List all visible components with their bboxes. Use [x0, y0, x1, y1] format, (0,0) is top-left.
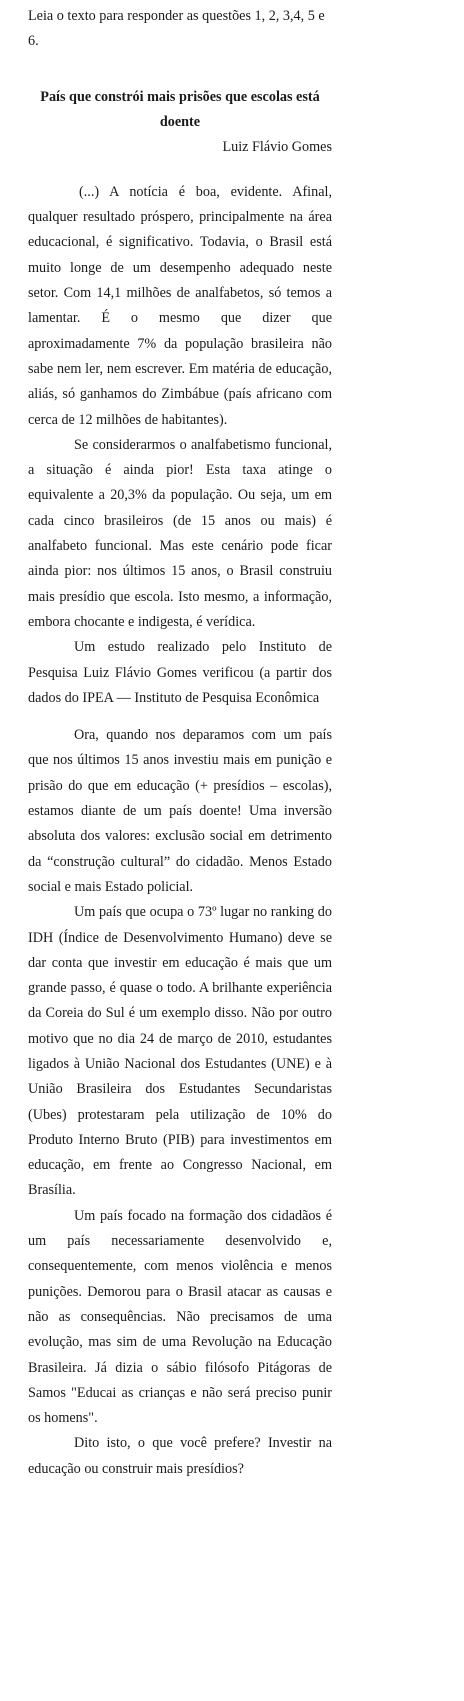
paragraph-5: Um país que ocupa o 73º lugar no ranking do IDH (Índice de Desenvolvimento Humano) deve se dar conta que investir em educação é mais que um grande passo, é quase o todo. A brilhante experiência da Coreia do Sul é um exemplo disso. Não por outro motivo que no dia 24 de março de 2010, estudantes ligados à União Nacional dos Estudantes (UNE) e à União Brasileira dos Estudantes Secundaristas (Ubes) protestaram pela utilização de 10% do Produto Interno Bruto (PIB) para investimentos em educação, em frente ao Congresso Nacional, em Brasília.: [28, 904, 332, 1199]
paragraph-7: Dito isto, o que você prefere? Investir na educação ou construir mais presídios?: [28, 1435, 332, 1477]
paragraph-3: Um estudo realizado pelo Instituto de Pesquisa Luiz Flávio Gomes verificou (a partir dos dados do IPEA — Instituto de Pesquisa Econômica: [28, 639, 332, 706]
paragraph-2: Se considerarmos o analfabetismo funcional, a situação é ainda pior! Esta taxa atinge o equivalente a 20,3% da população. Ou seja, um em cada cinco brasileiros (de 15 anos ou mais) é analfabeto funcional. Mas este cenário pode ficar ainda pior: nos últimos 15 anos, o Brasil construiu mais presídio que escola. Isto mesmo, a informação, embora chocante e indigesta, é verídica.: [28, 436, 332, 630]
paragraph-4: Ora, quando nos deparamos com um país que nos últimos 15 anos investiu mais em punição e prisão do que em educação (+ presídios – escolas), estamos diante de um país doente! Uma inversão absoluta dos valores: exclusão social em detrimento da “construção cultural” do cidadão. Menos Estado social e mais Estado policial.: [28, 727, 332, 895]
instructions-text: Leia o texto para responder as questões 1, 2, 3,4, 5 e 6.: [28, 8, 325, 50]
article-author: Luiz Flávio Gomes: [222, 138, 332, 155]
article-title: País que constrói mais prisões que escolas está doente: [40, 88, 320, 130]
document-page: [28, 4, 332, 1482]
article-body: [28, 180, 332, 1482]
paragraph-6: Um país focado na formação dos cidadãos é um país necessariamente desenvolvido e, consequentemente, com menos violência e menos punições. Demorou para o Brasil atacar as causas e não as consequências. Não precisamos de uma evolução, mas sim de uma Revolução na Educação Brasileira. Já dizia o sábio filósofo Pitágoras de Samos "Educai as crianças e não será preciso punir os homens".: [28, 1207, 332, 1427]
paragraph-1: (...) A notícia é boa, evidente. Afinal, qualquer resultado próspero, principalmente na área educacional, é significativo. Todavia, o Brasil está muito longe de um desempenho adequado neste setor. Com 14,1 milhões de analfabetos, só temos a lamentar. É o mesmo que dizer que aproximadamente 7% da população brasileira não sabe nem ler, nem escrever. Em matéria de educação, aliás, só ganhamos do Zimbábue (país africano com cerca de 12 milhões de habitantes).: [28, 183, 332, 428]
